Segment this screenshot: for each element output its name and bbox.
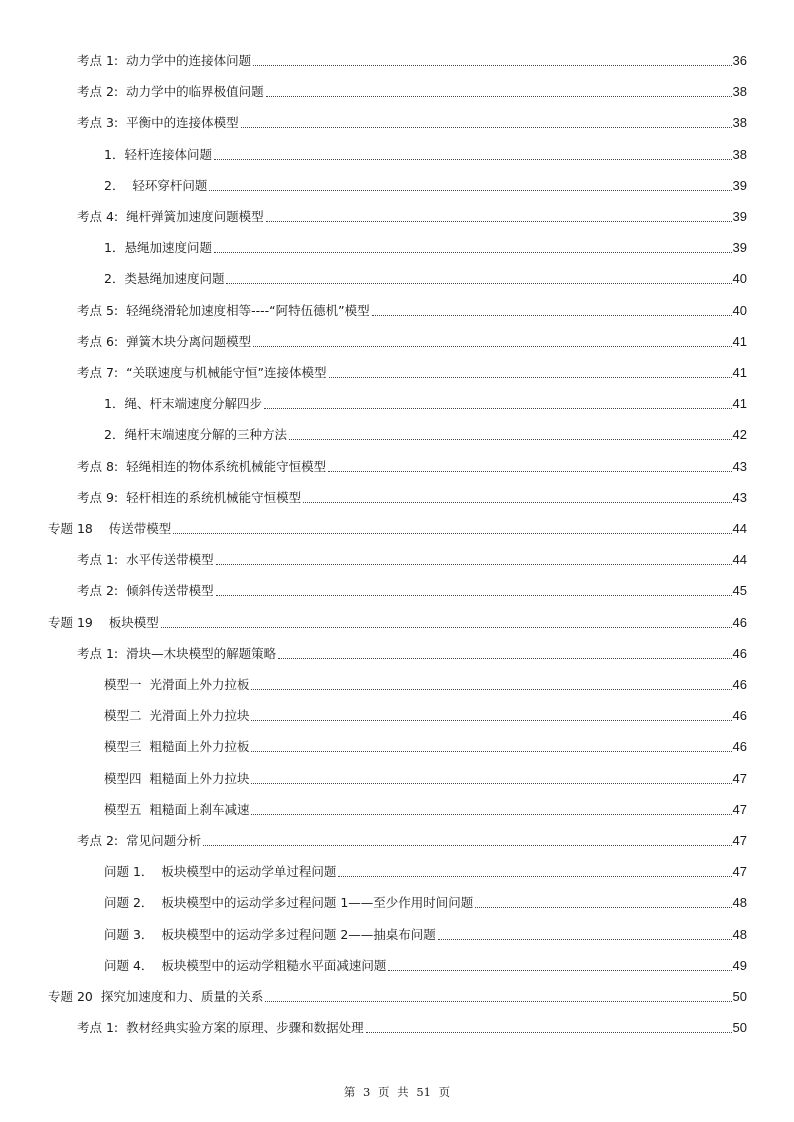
toc-entry-title: 考点 2: 倾斜传送带模型 bbox=[77, 583, 214, 599]
dot-leader bbox=[251, 814, 731, 815]
toc-entry-title: 考点 8: 轻绳相连的物体系统机械能守恒模型 bbox=[77, 458, 327, 474]
toc-entry[interactable] bbox=[77, 299, 747, 319]
dot-leader bbox=[366, 1032, 732, 1033]
toc-entry-page-number: 48 bbox=[732, 895, 747, 911]
toc-entry-title: 模型一 光滑面上外力拉板 bbox=[104, 677, 250, 692]
toc-entry[interactable] bbox=[104, 891, 747, 911]
toc-entry[interactable] bbox=[104, 267, 747, 287]
dot-leader bbox=[264, 408, 732, 409]
toc-entry[interactable] bbox=[77, 579, 747, 599]
footer-unit: 页 bbox=[378, 1085, 390, 1099]
toc-entry-title: 考点 3: 平衡中的连接体模型 bbox=[77, 115, 239, 131]
dot-leader bbox=[251, 783, 731, 784]
toc-entry[interactable] bbox=[104, 954, 747, 974]
toc-entry-title: 2．绳杆末端速度分解的三种方法 bbox=[104, 427, 287, 443]
toc-entry-page-number: 43 bbox=[732, 458, 747, 474]
dot-leader bbox=[253, 346, 731, 347]
dot-leader bbox=[338, 876, 731, 877]
toc-entry[interactable] bbox=[77, 642, 747, 662]
dot-leader bbox=[253, 65, 731, 66]
toc-entry[interactable] bbox=[77, 548, 747, 568]
dot-leader bbox=[278, 658, 731, 659]
toc-entry[interactable] bbox=[104, 143, 747, 163]
dot-leader bbox=[216, 595, 732, 596]
page-footer bbox=[0, 1084, 794, 1100]
dot-leader bbox=[209, 190, 731, 191]
toc-entry-title: 考点 4: 绳杆弹簧加速度问题模型 bbox=[77, 209, 264, 224]
dot-leader bbox=[214, 159, 732, 160]
toc-entry-page-number: 38 bbox=[732, 115, 747, 131]
toc-entry[interactable] bbox=[104, 236, 747, 256]
footer-total-pages: 51 bbox=[416, 1085, 431, 1099]
toc-entry-page-number: 44 bbox=[732, 552, 747, 568]
toc-entry[interactable] bbox=[77, 1016, 747, 1036]
toc-entry[interactable] bbox=[77, 205, 747, 225]
dot-leader bbox=[214, 252, 732, 253]
dot-leader bbox=[475, 907, 731, 908]
toc-entry-page-number: 47 bbox=[732, 864, 747, 880]
footer-mid: 共 bbox=[397, 1085, 409, 1099]
toc-entry-title: 问题 3． 板块模型中的运动学多过程问题 2——抽桌布问题 bbox=[104, 926, 436, 942]
toc-entry-title: 2． 轻环穿杆问题 bbox=[104, 177, 208, 193]
toc-entry[interactable] bbox=[77, 80, 747, 100]
toc-entry-page-number: 46 bbox=[732, 708, 747, 724]
dot-leader bbox=[289, 439, 732, 440]
toc-entry-page-number: 41 bbox=[732, 333, 747, 349]
toc-entry[interactable] bbox=[104, 423, 747, 443]
toc-entry-page-number: 43 bbox=[732, 489, 747, 505]
toc-entry[interactable] bbox=[48, 985, 747, 1005]
dot-leader bbox=[216, 564, 732, 565]
toc-entry[interactable] bbox=[77, 111, 747, 131]
toc-entry[interactable] bbox=[77, 49, 747, 69]
toc-entry-page-number: 47 bbox=[732, 770, 747, 786]
toc-entry[interactable] bbox=[104, 673, 747, 693]
dot-leader bbox=[372, 315, 732, 316]
toc-entry-page-number: 39 bbox=[732, 240, 747, 256]
dot-leader bbox=[251, 689, 731, 690]
toc-entry[interactable] bbox=[104, 767, 747, 787]
toc-entry-title: 问题 1． 板块模型中的运动学单过程问题 bbox=[104, 864, 337, 880]
dot-leader bbox=[161, 627, 732, 628]
toc-entry-title: 专题 19 板块模型 bbox=[48, 614, 159, 630]
toc-entry-title: 考点 9: 轻杆相连的系统机械能守恒模型 bbox=[77, 489, 302, 505]
toc-entry-page-number: 41 bbox=[732, 396, 747, 412]
footer-prefix: 第 bbox=[343, 1085, 356, 1099]
toc-entry-title: 考点 1: 动力学中的连接体问题 bbox=[77, 53, 252, 68]
dot-leader bbox=[251, 720, 731, 721]
toc-entry-title: 模型四 粗糙面上外力拉块 bbox=[104, 770, 250, 786]
toc-entry-page-number: 39 bbox=[732, 177, 747, 193]
toc-entry-title: 模型二 光滑面上外力拉块 bbox=[104, 708, 250, 724]
toc-entry-title: 考点 2: 常见问题分析 bbox=[77, 833, 202, 848]
toc-entry[interactable] bbox=[104, 860, 747, 880]
toc-entry-page-number: 38 bbox=[732, 146, 747, 162]
toc-entry-page-number: 46 bbox=[732, 739, 747, 755]
dot-leader bbox=[173, 533, 731, 534]
toc-entry-title: 1．绳、杆末端速度分解四步 bbox=[104, 396, 262, 412]
dot-leader bbox=[226, 283, 731, 284]
toc-entry-page-number: 44 bbox=[732, 521, 747, 536]
dot-leader bbox=[265, 1001, 731, 1002]
dot-leader bbox=[303, 502, 731, 503]
toc-entry-title: 问题 2． 板块模型中的运动学多过程问题 1——至少作用时间问题 bbox=[104, 895, 474, 911]
dot-leader bbox=[328, 471, 731, 472]
toc-entry[interactable] bbox=[104, 798, 747, 818]
toc-entry-title: 问题 4． 板块模型中的运动学粗糙水平面减速问题 bbox=[104, 957, 387, 973]
dot-leader bbox=[329, 377, 732, 378]
toc-entry[interactable] bbox=[104, 735, 747, 755]
toc-entry-title: 专题 20 探究加速度和力、质量的关系 bbox=[48, 989, 264, 1004]
toc-entry-page-number: 47 bbox=[732, 801, 747, 817]
toc-entry-page-number: 47 bbox=[732, 833, 747, 848]
toc-entry[interactable] bbox=[104, 923, 747, 943]
toc-entry-page-number: 48 bbox=[732, 926, 747, 942]
toc-entry[interactable] bbox=[77, 829, 747, 849]
toc-entry-page-number: 46 bbox=[732, 677, 747, 692]
toc-entry-page-number: 50 bbox=[732, 989, 747, 1004]
toc-entry-page-number: 36 bbox=[732, 53, 747, 68]
toc-entry-page-number: 40 bbox=[732, 271, 747, 287]
dot-leader bbox=[241, 127, 732, 128]
toc-entry-page-number: 45 bbox=[732, 583, 747, 599]
footer-unit-2: 页 bbox=[438, 1085, 451, 1099]
toc-entry-title: 考点 1: 教材经典实验方案的原理、步骤和数据处理 bbox=[77, 1020, 364, 1036]
toc-entry-title: 考点 5: 轻绳绕滑轮加速度相等----“阿特伍德机”模型 bbox=[77, 302, 370, 318]
toc-entry-page-number: 39 bbox=[732, 209, 747, 224]
toc-entry-page-number: 49 bbox=[732, 957, 747, 973]
dot-leader bbox=[203, 845, 731, 846]
toc-entry-page-number: 41 bbox=[732, 365, 747, 380]
toc-entry-title: 考点 1: 滑块—木块模型的解题策略 bbox=[77, 645, 277, 661]
toc-entry-title: 考点 6: 弹簧木块分离问题模型 bbox=[77, 333, 252, 349]
toc-entry[interactable] bbox=[104, 704, 747, 724]
toc-entry-page-number: 46 bbox=[732, 614, 747, 630]
toc-entry-page-number: 38 bbox=[732, 84, 747, 100]
dot-leader bbox=[251, 751, 731, 752]
dot-leader bbox=[266, 96, 732, 97]
toc-entry-page-number: 40 bbox=[732, 302, 747, 318]
toc-entry[interactable] bbox=[104, 392, 747, 412]
toc-entry-title: 模型三 粗糙面上外力拉板 bbox=[104, 739, 250, 755]
toc-entry[interactable] bbox=[48, 517, 747, 537]
toc-entry-title: 考点 1: 水平传送带模型 bbox=[77, 552, 214, 568]
toc-entry-title: 考点 7: “关联速度与机械能守恒”连接体模型 bbox=[77, 365, 327, 380]
toc-entry[interactable] bbox=[77, 455, 747, 475]
toc-entry-title: 考点 2: 动力学中的临界极值问题 bbox=[77, 84, 264, 100]
toc-entry-page-number: 46 bbox=[732, 645, 747, 661]
dot-leader bbox=[266, 221, 732, 222]
toc-entry-title: 专题 18 传送带模型 bbox=[48, 521, 172, 536]
toc-entry[interactable] bbox=[77, 330, 747, 350]
toc-entry-title: 模型五 粗糙面上刹车减速 bbox=[104, 801, 250, 817]
toc-entry-title: 2．类悬绳加速度问题 bbox=[104, 271, 225, 287]
dot-leader bbox=[388, 970, 731, 971]
toc-entry[interactable] bbox=[77, 361, 747, 381]
toc-entry[interactable] bbox=[48, 611, 747, 631]
toc-entry-page-number: 50 bbox=[732, 1020, 747, 1036]
toc-entry[interactable] bbox=[104, 174, 747, 194]
footer-current-page: 3 bbox=[363, 1085, 371, 1099]
toc-entry-title: 1．悬绳加速度问题 bbox=[104, 240, 212, 256]
toc-entry-page-number: 42 bbox=[732, 427, 747, 443]
toc-entry-title: 1．轻杆连接体问题 bbox=[104, 146, 212, 162]
dot-leader bbox=[438, 939, 732, 940]
toc-entry[interactable] bbox=[77, 486, 747, 506]
